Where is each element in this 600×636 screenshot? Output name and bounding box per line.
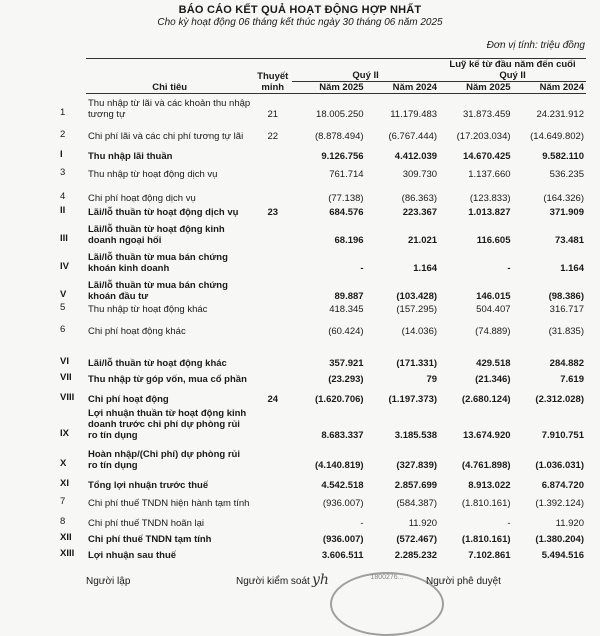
row-number: XIII [60,547,75,559]
row-label: Chi phí thuế TNDN hiện hành tạm tính [88,497,250,509]
row-ytd-2024: 284.882 [549,357,584,369]
row-number: XII [60,531,72,543]
row-number: 3 [60,166,66,178]
row-label: Thu nhập từ lãi và các khoản thu nhập tương tự [88,97,251,120]
signature: yh [312,572,329,588]
row-note [253,471,292,491]
row-number: I [60,148,63,160]
table-row [86,180,586,204]
row-q2-2024: 2.857.699 [394,479,438,491]
row-number: 6 [60,323,66,335]
row-ytd-2024: (164.326) [543,192,584,204]
row-ytd-2025: 116.605 [476,234,511,246]
row-q2-2025: 3.606.511 [321,549,364,561]
row-number: 5 [60,301,66,313]
row-ytd-2024: 1.164 [560,262,584,274]
row-label: Chi phí hoạt động dịch vụ [88,192,196,204]
row-q2-2025: (77.138) [328,192,364,204]
row-ytd-2025: 429.518 [476,357,511,369]
row-q2-2024: (171.331) [396,357,438,369]
row-ytd-2024: (98.386) [548,290,584,302]
row-q2-2025: - [360,262,364,274]
row-ytd-2024: 9.582.110 [542,150,584,162]
row-ytd-2025: 1.137.660 [468,168,511,180]
row-label: Lãi/lỗ thuần từ hoạt động kinh doanh ngoại hối [88,223,225,246]
header-q-2025: Năm 2025 [292,82,365,94]
table-row [86,385,586,405]
row-number: X [60,457,67,469]
row-ytd-2024: 536.235 [549,168,584,180]
row-q2-2024: 223.367 [402,206,438,218]
row-ytd-2025: 8.913.022 [468,479,511,491]
table-row [86,491,586,509]
header-q-2024: Năm 2024 [366,82,439,94]
controller-label: Người kiểm soát [236,576,310,587]
row-number: 1 [60,106,66,118]
report-subtitle: Cho kỳ hoạt động 06 tháng kết thúc ngày 30 tháng 06 năm 2025 [157,17,443,28]
row-note [253,529,292,545]
table-row [86,94,586,120]
row-label: Lợi nhuận thuần từ hoạt động kinh doanh trước chi phí dự phòng rủi ro tín dụng [88,407,247,441]
row-ytd-2024: 7.910.751 [541,429,584,441]
row-ytd-2025: 7.102.861 [468,549,511,561]
row-ytd-2025: 504.407 [476,303,511,315]
row-label: Chi phí hoạt động khác [88,325,186,337]
row-ytd-2024: 7.619 [560,373,584,385]
table-row [86,529,586,545]
table-row [86,337,586,369]
row-label: Lãi/lỗ thuần từ hoạt động khác [88,357,227,369]
row-number: 8 [60,515,66,527]
row-ytd-2025: (1.810.161) [461,533,511,545]
table-row [86,302,586,315]
row-number: VIII [60,391,75,403]
row-note [253,142,292,162]
table-row [86,142,586,162]
row-label: Chi phí thuế TNDN tạm tính [88,533,212,545]
row-label: Lãi/lỗ thuần từ mua bán chứng khoán kinh doanh [88,251,228,274]
table-row [86,162,586,180]
row-q2-2024: (584.387) [396,497,438,509]
row-number: 2 [60,128,66,140]
row-ytd-2025: (21.346) [475,373,511,385]
row-ytd-2024: 316.717 [549,303,584,315]
row-note [253,369,292,385]
row-ytd-2024: 371.909 [549,206,584,218]
row-note: 21 [267,108,279,120]
row-q2-2024: (157.295) [396,303,438,315]
row-ytd-2025: (17.203.034) [456,130,511,142]
row-ytd-2025: - [507,262,511,274]
row-label: Hoàn nhập/(Chi phí) dự phòng rủi ro tín dụng [88,448,240,471]
row-ytd-2025: 31.873.459 [462,108,511,120]
row-label: Tổng lợi nhuận trước thuế [88,479,209,491]
table-row [86,405,586,441]
currency-unit: Đơn vị tính: triệu đồng [486,40,585,51]
report-title: BÁO CÁO KẾT QUẢ HOẠT ĐỘNG HỢP NHẤT [178,4,422,16]
row-note [253,509,292,529]
row-label: Chi phí hoạt động [88,393,169,405]
row-ytd-2024: 6.874.720 [541,479,584,491]
table-row [86,441,586,471]
header-indicator: Chỉ tiêu [86,59,253,94]
table-row [86,315,586,337]
row-q2-2025: 761.714 [329,168,364,180]
table-row [86,471,586,491]
row-q2-2025: (8.878.494) [314,130,364,142]
row-label: Lãi/lỗ thuần từ hoạt động dịch vụ [88,206,239,218]
row-note: 23 [267,206,279,218]
row-q2-2025: (4.140.819) [314,459,364,471]
row-note [253,491,292,509]
row-ytd-2024: 73.481 [554,234,584,246]
row-q2-2024: 11.920 [408,517,438,529]
table-row [86,120,586,142]
row-q2-2025: (23.293) [328,373,364,385]
table-row [86,509,586,529]
table-header-row-1 [86,59,586,82]
header-ytd-2025: Năm 2025 [439,82,512,94]
row-ytd-2025: 13.674.920 [462,429,511,441]
row-q2-2024: (6.767.444) [388,130,438,142]
row-ytd-2024: (14.649.802) [530,130,584,142]
row-number: 4 [60,190,66,202]
header-ytd-2024: Năm 2024 [513,82,586,94]
row-note [253,218,292,246]
row-q2-2025: 357.921 [329,357,364,369]
row-q2-2024: 1.164 [413,262,438,274]
row-label: Chi phí lãi và các chi phí tương tự lãi [88,130,244,142]
row-q2-2025: 8.683.337 [321,429,364,441]
row-number: IV [60,260,69,272]
row-q2-2025: (936.007) [322,497,364,509]
row-q2-2024: 2.285.232 [394,549,438,561]
row-q2-2025: 418.345 [329,303,364,315]
row-number: VI [60,355,69,367]
row-number: VII [60,371,72,383]
row-ytd-2025: 146.015 [476,290,511,302]
row-ytd-2024: (1.380.204) [535,533,584,545]
row-ytd-2024: (1.392.124) [535,497,584,509]
row-number: III [60,232,68,244]
preparer-label: Người lập [86,576,131,587]
row-q2-2024: 4.412.039 [394,150,438,162]
row-number: XI [60,477,69,489]
row-q2-2025: (60.424) [328,325,364,337]
row-ytd-2025: - [507,517,511,529]
row-note: 24 [267,393,279,405]
row-q2-2024: 11.179.483 [390,108,438,120]
approver-label: Người phê duyệt [426,576,501,587]
row-q2-2025: (936.007) [322,533,364,545]
table-row [86,545,586,561]
row-q2-2024: (327.839) [396,459,438,471]
row-q2-2025: 18.005.250 [316,108,364,120]
stamp-text: 1800276... [370,574,404,581]
row-ytd-2024: 24.231.912 [536,108,584,120]
row-q2-2024: 309.730 [402,168,438,180]
row-q2-2024: (103.428) [396,290,438,302]
row-note [253,180,292,204]
table-row [86,246,586,274]
row-q2-2025: 4.542.518 [321,479,364,491]
row-q2-2025: - [360,517,364,529]
row-ytd-2024: (31.835) [548,325,584,337]
row-note [253,441,292,471]
row-q2-2025: 89.887 [334,290,364,302]
row-note [253,315,292,337]
row-ytd-2025: (2.680.124) [461,393,511,405]
row-note [253,545,292,561]
row-note [253,302,292,315]
row-ytd-2024: (2.312.028) [535,393,584,405]
row-note [253,246,292,274]
row-note: 22 [267,130,279,142]
row-q2-2024: 21.021 [407,234,438,246]
row-ytd-2025: 14.670.425 [462,150,511,162]
row-label: Thu nhập từ hoạt động dịch vụ [88,168,218,180]
row-q2-2025: 68.196 [334,234,364,246]
table-row [86,369,586,385]
table-row [86,204,586,218]
row-number: 7 [60,495,66,507]
row-ytd-2025: (74.889) [475,325,511,337]
row-note [253,274,292,302]
row-label: Lãi/lỗ thuần từ mua bán chứng khoán đầu tư [88,279,228,302]
row-label: Chi phí thuế TNDN hoãn lại [88,517,204,529]
row-q2-2024: 3.185.538 [394,429,438,441]
row-q2-2025: 684.576 [329,206,364,218]
header-note: Thuyết minh [253,59,292,94]
row-label: Thu nhập từ góp vốn, mua cổ phần [88,373,247,385]
row-ytd-2025: (123.833) [469,192,511,204]
header-ytd: Luỹ kế từ đầu năm đến cuối Quý II [439,59,586,82]
row-q2-2024: (14.036) [401,325,438,337]
row-note [253,162,292,180]
row-note [253,337,292,369]
income-statement-table [86,58,586,561]
row-label: Thu nhập từ hoạt động khác [88,303,208,315]
row-q2-2025: 9.126.756 [321,150,364,162]
row-number: II [60,204,66,216]
row-label: Thu nhập lãi thuần [88,150,173,162]
row-q2-2024: (86.363) [401,192,438,204]
row-ytd-2025: (1.810.161) [461,497,511,509]
row-q2-2024: (572.467) [396,533,438,545]
row-label: Lợi nhuận sau thuế [88,549,177,561]
row-q2-2025: (1.620.706) [314,393,364,405]
row-number: V [60,288,67,300]
table-row [86,218,586,246]
row-ytd-2025: (4.761.898) [461,459,511,471]
row-q2-2024: (1.197.373) [388,393,438,405]
table-row [86,274,586,302]
row-note [253,405,292,441]
row-number: IX [60,427,69,439]
row-ytd-2024: (1.036.031) [535,459,584,471]
row-ytd-2024: 11.920 [555,517,584,529]
row-q2-2024: 79 [426,373,438,385]
row-ytd-2025: 1.013.827 [468,206,511,218]
header-quarter: Quý II [292,59,439,82]
row-ytd-2024: 5.494.516 [541,549,584,561]
